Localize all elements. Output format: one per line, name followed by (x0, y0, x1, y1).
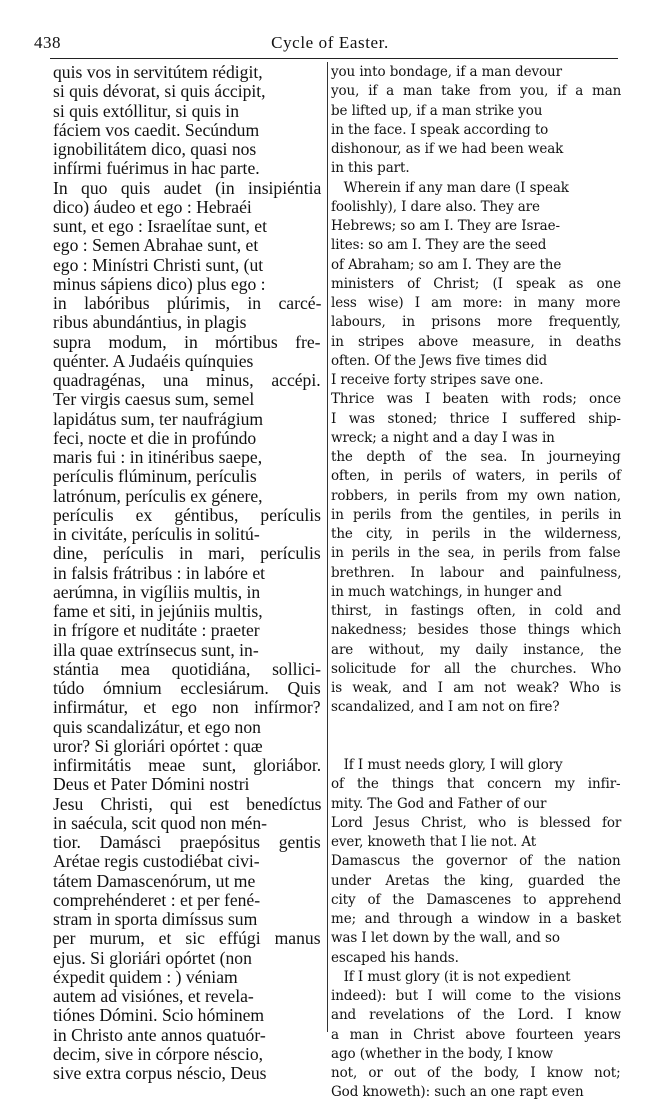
english-text-line: Wherein if any man dare (I speak (331, 179, 569, 196)
english-text-line: ministers of Christ; (I speak as one (331, 275, 621, 292)
english-text-line: not, or out of the body, I know not; (331, 1065, 621, 1081)
english-text-line: in stripes above measure, in deaths (331, 333, 622, 350)
english-text-line: is weak, and I am not weak? Who is (331, 680, 622, 696)
english-text-line (331, 737, 621, 756)
english-text-line (331, 718, 621, 737)
english-text-line: in perils from the gentiles, in perils in (331, 506, 622, 523)
latin-text-line: stántia mea quotidiána, sollici- (53, 658, 321, 679)
latin-text-line: infirmitátis meae sunt, gloriábor. (53, 755, 322, 775)
english-text-line: city of the Damascenes to apprehend (331, 891, 622, 908)
latin-column (53, 63, 321, 1083)
latin-text-line: ignobilitátem dico, quasi nos (53, 139, 257, 159)
english-text-line: I receive forty stripes save one. (331, 372, 544, 388)
latin-text-line: tior. Damásci praepósitus gentis (53, 832, 321, 852)
latin-text-line: si quis dévorat, si quis áccipit, (53, 81, 266, 102)
english-text-line: you into bondage, if a man devour (331, 64, 562, 80)
latin-text-line: ego : Minístri Christi sunt, (ut (53, 254, 264, 275)
english-text-line: was I let down by the wall, and so (331, 930, 560, 947)
latin-text-line: quis vos in servitútem rédigit, (53, 62, 263, 82)
english-text-line: the depth of the sea. In journeying (331, 449, 621, 465)
english-text-line: wreck; a night and a day I was in (331, 429, 555, 446)
latin-text-line: minus sápiens dico) plus ego : (53, 273, 266, 294)
english-text-line: I was stoned; thrice I suffered ship- (331, 410, 621, 427)
latin-text-line: quis scandalizátur, et ego non (53, 716, 261, 737)
latin-text-line: tátem Damascenórum, ut me (53, 870, 256, 891)
latin-text-line: si quis extóllitur, si quis in (53, 100, 239, 121)
english-text-line: labours, in prisons more frequently, (331, 314, 621, 331)
english-text-line: often, in perils of waters, in perils of (331, 468, 621, 485)
latin-text-line: uror? Si gloriári opórtet : quæ (53, 735, 263, 756)
latin-text-line: maris fui : in itinéribus saepe, (53, 447, 263, 467)
english-text-line: lites: so am I. They are the seed (331, 237, 547, 254)
english-text-line: thirst, in fastings often, in cold and (331, 603, 622, 619)
english-text-line: solicitude for all the churches. Who (331, 660, 622, 677)
latin-text-line: túdo ómnium ecclesiárum. Quis (53, 678, 321, 698)
latin-text-line: infírmi fuérimus in hac parte. (53, 158, 260, 179)
english-text-line: indeed): but I will come to the visions (331, 988, 621, 1004)
english-text-line: of Abraham; so am I. They are the (331, 256, 562, 273)
english-text-line: and revelations of the Lord. I know (331, 1007, 622, 1024)
latin-text-line: fáciem vos caedit. Secúndum (53, 119, 260, 140)
english-text-line: in the face. I speak according to (331, 121, 549, 138)
english-text-line: If I must needs glory, I will glory (331, 757, 563, 773)
english-text-line: ago (whether in the body, I know (331, 1045, 553, 1062)
english-text-line: in perils in the sea, in perils from false (331, 545, 621, 562)
latin-text-line: quadragénas, una minus, accépi. (53, 370, 321, 390)
english-text-line: a man in Christ above fourteen years (331, 1026, 621, 1043)
english-text-line: often. Of the Jews five times did (331, 352, 548, 369)
latin-text-line: tiónes Dómini. Scio hóminem (53, 1005, 265, 1026)
english-text-line: escaped his hands. (331, 949, 459, 966)
latin-text-line: per murum, et sic effúgi manus (53, 928, 321, 949)
latin-text-line: sive extra corpus néscio, Deus (53, 1063, 267, 1083)
latin-text-line: perículis ex géntibus, perículis (53, 504, 321, 525)
latin-text-line: ego : Semen Abrahae sunt, et (53, 235, 259, 256)
running-title: Cycle of Easter. (271, 33, 389, 52)
english-text-line: under Aretas the king, guarded the (331, 872, 621, 889)
english-text-line: foolishly), I dare also. They are (331, 198, 540, 215)
header-rule (50, 58, 618, 59)
latin-text-line: in Christo ante annos quatuór- (53, 1024, 266, 1045)
column-divider (327, 62, 328, 1032)
english-text-line: Hebrews; so am I. They are Israe- (331, 218, 560, 234)
english-text-line: brethren. In labour and painfulness, (331, 564, 622, 581)
english-text-line: less wise) I am more: in many more (331, 295, 621, 311)
english-text-line: dishonour, as if we had been weak (331, 141, 564, 157)
english-text-line: Thrice was I beaten with rods; once (331, 391, 621, 408)
english-text-line: If I must glory (it is not expedient (331, 968, 571, 985)
latin-text-line: stram in sporta dimíssus sum (53, 909, 258, 929)
latin-text-line: ejus. Si gloriári opórtet (non (53, 947, 252, 968)
latin-text-line: dico) áudeo et ego : Hebraéi (53, 196, 252, 217)
latin-text-line: Deus et Pater Dómini nostri (53, 774, 250, 795)
latin-text-line: Jesu Christi, qui est benedíctus (53, 793, 322, 814)
latin-text-line: in civitáte, perículis in solitú- (53, 524, 260, 544)
english-text-line: you, if a man take from you, if a man (331, 83, 622, 100)
latin-text-line: perículis flúminum, perículis (53, 466, 257, 487)
latin-text-line: supra modum, in mórtibus fre- (53, 331, 321, 352)
english-text-line: the city, in perils in the wilderness, (331, 526, 622, 542)
page-number: 438 (34, 33, 61, 52)
latin-text-line: In quo quis audet (in insipiéntia (53, 177, 322, 198)
english-column (331, 63, 621, 1103)
english-text-line: Damascus the governor of the nation (331, 853, 621, 870)
latin-text-line: ribus abundántius, in plagis (53, 312, 247, 333)
latin-text-line: decim, sive in córpore néscio, (53, 1043, 264, 1064)
latin-text-line: latrónum, perículis ex génere, (53, 485, 263, 506)
english-text-line: God knoweth): such an one rapt even (331, 1084, 584, 1101)
english-text-line: scandalized, and I am not on fire? (331, 699, 560, 716)
latin-text-line: lapidátus sum, ter naufrágium (53, 408, 264, 429)
latin-text-line: fame et siti, in jejúniis multis, (53, 601, 263, 621)
latin-text-line: in saécula, scit quod non mén- (53, 812, 268, 833)
page-header (34, 33, 626, 55)
english-text-line: mity. The God and Father of our (331, 795, 547, 812)
latin-text-line: Ter virgis caesus sum, semel (53, 389, 255, 410)
latin-text-line: in frígore et nuditáte : praeter (53, 620, 260, 641)
latin-text-line: quénter. A Judaéis quínquies (53, 350, 254, 371)
english-text-line: nakedness; besides those things which (331, 622, 622, 639)
latin-text-line: aerúmna, in vigíliis multis, in (53, 581, 261, 602)
latin-text-line: feci, nocte et die in profúndo (53, 427, 257, 448)
latin-text-line: dine, perículis in mari, perículis (53, 543, 321, 564)
english-text-line: of the things that concern my infir- (331, 776, 621, 793)
latin-text-line: in falsis frátribus : in labóre et (53, 562, 266, 583)
latin-text-line: illa quae extrínsecus sunt, in- (53, 639, 259, 660)
latin-text-line: Arétae regis custodiébat civi- (53, 851, 260, 872)
latin-text-line: comprehénderet : et per fené- (53, 889, 261, 910)
english-text-line: are without, my daily instance, the (331, 641, 622, 658)
latin-text-line: in labóribus plúrimis, in carcé- (53, 293, 322, 313)
latin-text-line: infirmátur, et ego non infírmor? (53, 697, 321, 718)
english-text-line: ever, knoweth that I lie not. At (331, 834, 537, 850)
english-text-line: in much watchings, in hunger and (331, 583, 562, 600)
english-text-line: be lifted up, if a man strike you (331, 102, 543, 119)
english-text-line: robbers, in perils from my own nation, (331, 487, 621, 504)
latin-text-line: sunt, et ego : Israelítae sunt, et (53, 216, 267, 236)
latin-text-line: éxpedit quidem : ) véniam (53, 966, 238, 987)
latin-text-line: autem ad visiónes, et revela- (53, 986, 254, 1006)
english-text-line: me; and through a window in a basket (331, 911, 622, 927)
english-text-line: in this part. (331, 160, 410, 177)
english-text-line: Lord Jesus Christ, who is blessed for (331, 814, 622, 831)
